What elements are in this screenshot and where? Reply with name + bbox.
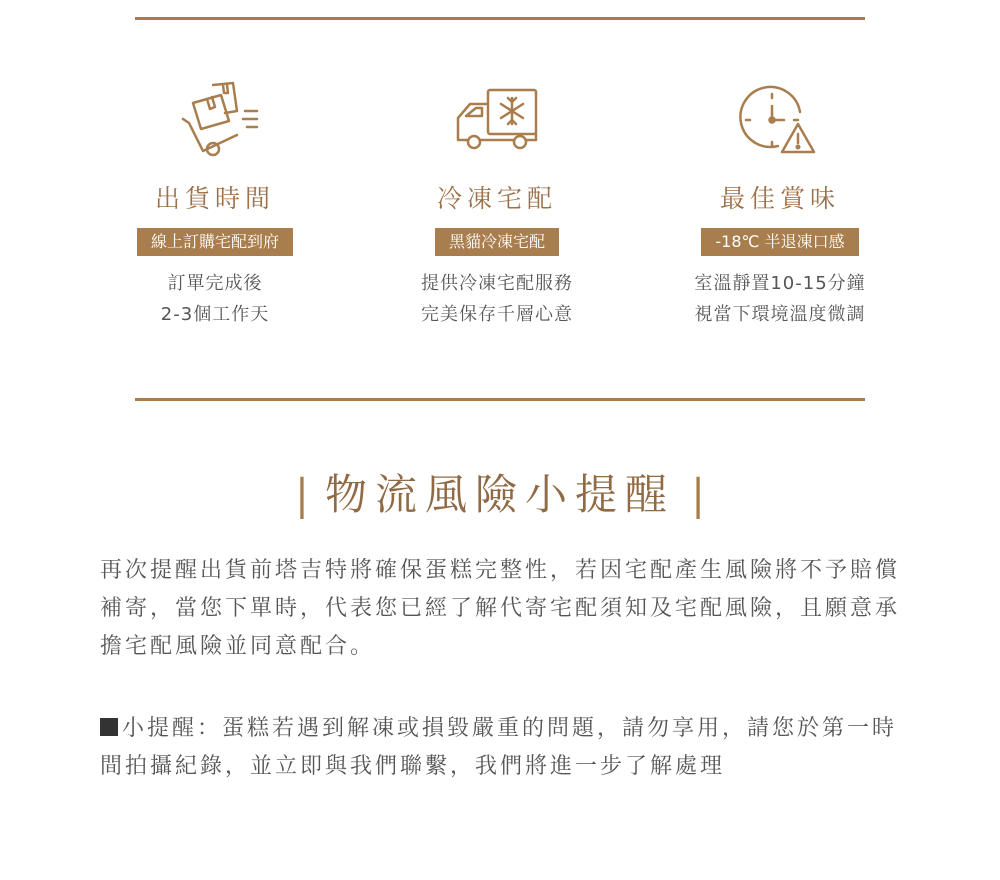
feature-tag: -18℃ 半退凍口感 [701, 228, 858, 256]
feature-desc-line: 2-3個工作天 [160, 304, 270, 325]
feature-desc-line: 室溫靜置10-15分鐘 [694, 273, 866, 294]
section-heading [0, 465, 1000, 525]
heading-bar-right: | [691, 470, 706, 519]
hand-truck-boxes-icon [65, 80, 365, 162]
feature-title: 冷凍宅配 [436, 184, 557, 213]
feature-frozen-delivery [347, 80, 647, 330]
risk-notice-paragraph: 再次提醒出貨前塔吉特將確保蛋糕完整性，若因宅配產生風險將不予賠償補寄，當您下單時，代表您已經了解代寄宅配須知及宅配風險，且願意承擔宅配風險並同意配合。 [100, 558, 901, 659]
feature-description [65, 268, 365, 330]
feature-tag: 黑貓冷凍宅配 [435, 228, 559, 256]
feature-desc-line: 訂單完成後 [167, 273, 263, 294]
refrigerated-truck-icon [347, 80, 647, 162]
heading-bar-left: | [294, 470, 309, 519]
heading-text: 物流風險小提醒 [324, 470, 675, 519]
features-row [0, 80, 1000, 340]
feature-shipping-time [65, 80, 365, 330]
feature-description [347, 268, 647, 330]
feature-title: 出貨時間 [154, 184, 275, 213]
tip-paragraph [100, 710, 900, 786]
feature-desc-line: 完美保存千層心意 [421, 304, 573, 325]
feature-desc-line: 視當下環境溫度微調 [694, 304, 866, 325]
feature-title: 最佳賞味 [719, 184, 840, 213]
feature-tag: 線上訂購宅配到府 [137, 228, 293, 256]
square-bullet-icon [100, 718, 118, 736]
middle-divider [135, 398, 865, 401]
feature-desc-line: 提供冷凍宅配服務 [421, 273, 573, 294]
feature-description [630, 268, 930, 330]
top-divider [135, 17, 865, 20]
tip-text: 小提醒：蛋糕若遇到解凍或損毀嚴重的問題，請勿享用，請您於第一時間拍攝紀錄，並立即與我們聯繫，我們將進一步了解處理 [100, 716, 898, 779]
clock-warning-icon [630, 80, 930, 162]
feature-best-taste [630, 80, 930, 330]
